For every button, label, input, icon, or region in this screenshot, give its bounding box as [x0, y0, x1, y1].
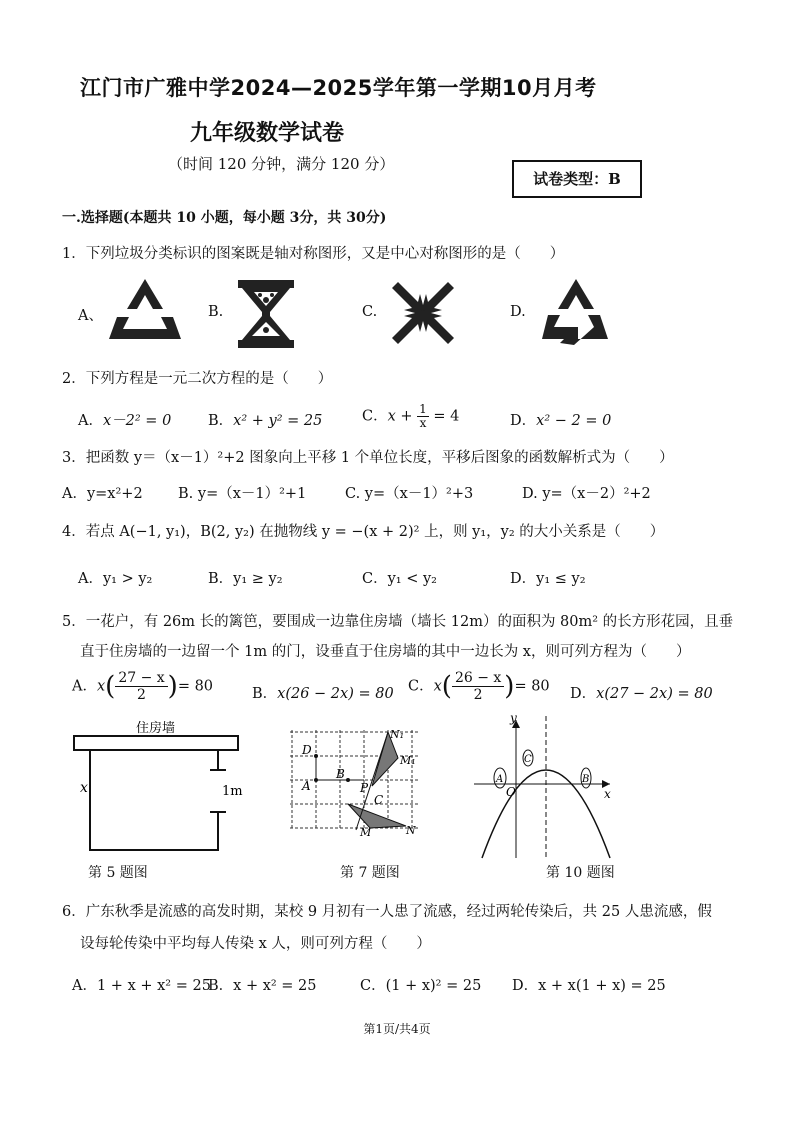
q1-stem: 1．下列垃圾分类标识的图案既是轴对称图形，又是中心对称图形的是（ ） — [62, 246, 565, 262]
q5-a-den: 2 — [137, 687, 146, 703]
fig7-label-p: P — [360, 781, 369, 795]
q2-option-b — [208, 409, 322, 430]
q4-option-b: B．y₁ ≥ y₂ — [208, 571, 283, 587]
fig7-label-c: C — [374, 793, 384, 807]
q5-a-fraction — [115, 670, 167, 703]
q4-option-c: C．y₁ < y₂ — [362, 571, 437, 587]
q3-option-b: B. y=（x－1）²+1 — [178, 486, 307, 502]
recycle-triangle-alt-icon — [538, 275, 612, 347]
paper-type-box: 试卷类型：B — [512, 160, 642, 198]
q1-option-b: B. — [208, 304, 224, 320]
q1-option-d: D. — [510, 304, 526, 320]
q2-c-label: C． — [362, 408, 388, 425]
q5-line1: 5．一花户，有 26m 长的篱笆，要围成一边靠住房墙（墙长 12m）的面积为 80m² 的长方形花园，且垂 — [62, 614, 734, 630]
q3-stem: 3．把函数 y＝（x－1）²+2 图象向上平移 1 个单位长度，平移后图象的函数解析式为（ ） — [62, 450, 674, 466]
q5-option-d — [570, 682, 713, 703]
q2-c-num: 1 — [419, 402, 427, 416]
recycle-triangle-icon — [105, 275, 185, 347]
fig10-label-b: B — [582, 774, 590, 785]
q5-a-post: = 80 — [177, 678, 214, 695]
fig10-label-a: A — [496, 774, 504, 785]
q5-option-a: A．x( $\frac{27 - x}{2}$ )= 80 — [72, 670, 214, 703]
fig7-label-n1: N₁ — [390, 728, 405, 741]
q5-c-num: 26 − x — [452, 670, 504, 687]
q5-c-fraction — [452, 670, 504, 703]
q5-c-x: x — [433, 678, 442, 695]
q2-d-label: D． — [510, 413, 537, 429]
q1-option-c: C. — [362, 304, 378, 320]
fig5-diagram — [70, 720, 250, 855]
fig10-diagram — [470, 712, 620, 862]
q3-option-a: A．y=x²+2 — [62, 486, 143, 502]
q5-c-den: 2 — [473, 687, 483, 703]
q5-a-label: A． — [72, 678, 97, 695]
q5-c-label: C． — [408, 678, 434, 695]
q5-a-x: x — [96, 678, 106, 695]
fig7-label-b: B — [336, 767, 345, 781]
q6-option-b: B．x + x² = 25 — [208, 978, 317, 994]
fig10-label-y: y — [510, 712, 517, 725]
q5-b-label: B． — [252, 686, 278, 702]
fig7-label-n: N — [406, 824, 416, 836]
q6-option-c: C．(1 + x)² = 25 — [360, 978, 482, 994]
q3-option-d: D. y=（x－2）²+2 — [522, 486, 651, 502]
q2-c-fraction — [417, 403, 429, 430]
q5-d-expr: x(27 − 2x) = 80 — [596, 686, 713, 702]
paper-subtitle: 九年级数学试卷 — [190, 121, 345, 146]
q4-stem: 4．若点 A(−1, y₁)，B(2, y₂) 在抛物线 y = −(x + 2)² 上，则 y₁，y₂ 的大小关系是（ ） — [62, 524, 665, 540]
fig10-label-x: x — [604, 787, 611, 801]
q5-a-num: 27 − x — [115, 670, 167, 687]
fig7-label-a: A — [302, 779, 311, 793]
q5-c-post: = 80 — [514, 678, 550, 695]
q2-stem: 2．下列方程是一元二次方程的是（ ） — [62, 371, 333, 387]
q6-line2: 设每轮传染中平均每人传染 x 人，则可列方程（ ） — [80, 936, 431, 952]
q5-d-label: D． — [570, 686, 597, 702]
q2-a-label: A． — [78, 413, 103, 429]
q5-option-c: C．x( $\frac{26 - x}{2}$ )= 80 — [408, 670, 550, 703]
fig10-label-o: O — [506, 785, 516, 799]
fig5-wall-label: 住房墙 — [136, 721, 176, 736]
fig7-caption: 第 7 题图 — [340, 865, 400, 881]
fig10-label-c: C — [524, 754, 532, 765]
q2-b-expr: x² + y² = 25 — [233, 413, 323, 429]
q5-b-expr: x(26 − 2x) = 80 — [277, 686, 394, 702]
fig7-label-m: M — [360, 826, 372, 836]
fig7-label-d: D — [302, 743, 312, 757]
q2-option-a — [78, 409, 171, 430]
page-footer: 第1页/共4页 — [363, 1022, 431, 1036]
q6-option-a: A．1 + x + x² = 25 — [72, 978, 211, 994]
fig7-label-m1: M₁ — [400, 754, 416, 767]
time-note: （时间 120 分钟，满分 120 分） — [168, 155, 395, 173]
q3-option-c: C. y=（x－1）²+3 — [345, 486, 474, 502]
fig5-door-label: 1m — [222, 784, 243, 799]
q6-line1: 6．广东秋季是流感的高发时期，某校 9 月初有一人患了流感，经过两轮传染后，共 25 人患流感，假 — [62, 904, 712, 920]
q2-d-expr: x² − 2 = 0 — [536, 413, 612, 429]
section-heading: 一.选择题(本题共 10 小题，每小题 3分，共 30分) — [62, 210, 387, 226]
q1-option-a: A、 — [78, 308, 103, 324]
q2-b-label: B． — [208, 413, 234, 429]
q4-option-a: A．y₁ > y₂ — [78, 571, 153, 587]
q2-a-expr: x－2² = 0 — [102, 413, 172, 429]
q6-option-d: D．x + x(1 + x) = 25 — [512, 978, 666, 994]
q5-option-b — [252, 682, 394, 703]
q2-option-c — [362, 403, 459, 430]
fig7-diagram — [288, 726, 428, 836]
hourglass-icon — [236, 278, 296, 350]
inward-arrows-icon — [388, 278, 458, 348]
exam-title: 江门市广雅中学2024—2025学年第一学期10月月考 — [80, 76, 597, 100]
q5-line2: 直于住房墙的一边留一个 1m 的门，设垂直于住房墙的其中一边长为 x，则可列方程为（ ） — [80, 644, 691, 660]
fig10-caption: 第 10 题图 — [546, 865, 615, 881]
q2-c-pre: x + — [387, 408, 413, 425]
fig5-caption: 第 5 题图 — [88, 865, 148, 881]
q2-c-post: = 4 — [433, 408, 460, 425]
q2-option-d — [510, 409, 611, 430]
fig5-x-label: x — [80, 780, 88, 796]
q4-option-d: D．y₁ ≤ y₂ — [510, 571, 586, 587]
q2-c-den: x — [419, 416, 427, 430]
